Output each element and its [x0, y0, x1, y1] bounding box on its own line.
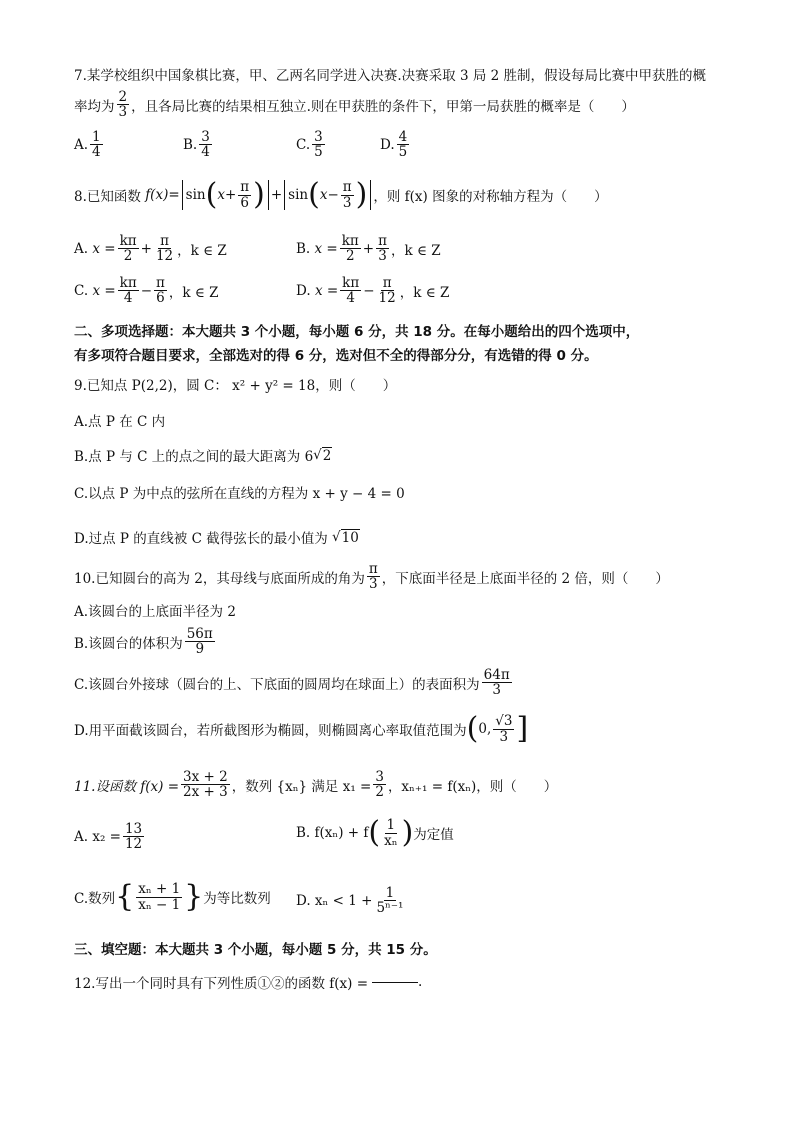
q10-option-c: C.该圆台外接球（圆台的上、下底面的圆周均在球面上）的表面积为 $\frac{64\pi}{3}$: [74, 667, 510, 699]
q9-option-b: B.点 P 与 C 上的点之间的最大距离为 6 √ 2: [74, 447, 332, 465]
q9-option-d: D.过点 P 的直线被 C 截得弦长的最小值为 √ 10: [74, 529, 359, 547]
q10-option-b: B.该圆台的体积为 $\frac{56\pi}{9}$: [74, 626, 213, 658]
q10-option-d: D.用平面截该圆台，若所截图形为椭圆，则椭圆离心率取值范围为 ( 0, $\frac{√3}{3}$ ]: [74, 711, 529, 746]
section2-heading-2: 有多项符合题目要求，全部选对的得 6 分，选对但不全的得部分分，有选错的得 0 分。: [74, 348, 598, 364]
q11-option-c: C.数列 { $\frac{\text{xₙ + 1}}{\text{xₙ − 1}}$ } 为等比数列: [74, 879, 271, 914]
q8-option-b: B. x = $\frac{k\pi}{2}$ + $\frac{\pi}{3}$ ，k ∈ Z: [296, 233, 441, 265]
q10-stem: 10.已知圆台的高为 2，其母线与底面所成的角为 $\frac{\pi}{3}$ ，下底面半径是上底面半径的 2 倍，则（ ）: [74, 561, 669, 593]
q7-option-b: B. $\frac{3}{4}$: [183, 129, 210, 161]
q9-stem: 9.已知点 P(2,2)，圆 C： x² + y² = 18，则（ ）: [74, 378, 397, 394]
q7-option-a: A. $\frac{1}{4}$: [74, 129, 101, 161]
q7-line2: 率均为 $\frac{2}{3}$ ，且各局比赛的结果相互独立.则在甲获胜的条件下，甲第一局获胜的概率是（ ）: [74, 89, 635, 121]
section2-heading-1: 二、多项选择题：本大题共 3 个小题，每小题 6 分，共 18 分。在每小题给出的四个选项中，: [74, 324, 640, 340]
q11-option-d: D. xₙ < 1 + $\frac{1}{\text{5ⁿ⁻¹}}$: [296, 885, 404, 917]
q7-line1: 7.某学校组织中国象棋比赛，甲、乙两名同学进入决赛.决赛采取 3 局 2 胜制，假设每局比赛中甲获胜的概: [74, 68, 707, 84]
q10-option-a: A.该圆台的上底面半径为 2: [74, 604, 236, 620]
q11-option-a: A. x₂ = $\frac{13}{12}$: [74, 821, 143, 853]
answer-blank[interactable]: [372, 982, 418, 983]
q8-abs-term-2: sin ( x− $\frac{\pi}{3}$ ): [284, 180, 371, 210]
section3-heading: 三、填空题：本大题共 3 个小题，每小题 5 分，共 15 分。: [74, 942, 437, 958]
q11-option-b: B. f(xₙ) + f ( $\frac{1}{\text{xₙ}}$ ) 为定值: [296, 815, 454, 850]
q7-prob-fraction: $\frac{2}{3}$: [118, 89, 128, 121]
q8-option-c: C. x = $\frac{k\pi}{4}$ − $\frac{\pi}{6}$ ，k ∈ Z: [74, 275, 219, 307]
q8-stem: 8.已知函数 f(x)= sin ( x+ $\frac{\pi}{6}$ ) + sin ( x− $\frac{\pi}{3}$ ) ，则 f(x) 图象的对称轴方程为（ ）: [74, 177, 608, 212]
q8-option-a: A. x = $\frac{k\pi}{2}$ + $\frac{\pi}{12}$ ，k ∈ Z: [74, 233, 227, 265]
q7-option-c: C. $\frac{3}{5}$: [296, 129, 323, 161]
q9-option-a: A.点 P 在 C 内: [74, 414, 166, 430]
q8-option-d: D. x = $\frac{k\pi}{4}$ − $\frac{\pi}{12}$ ，k ∈ Z: [296, 275, 450, 307]
q8-abs-term-1: sin ( x+ $\frac{\pi}{6}$ ): [182, 180, 269, 210]
q7-option-d: D. $\frac{4}{5}$: [380, 129, 408, 161]
q11-stem: 11.设函数 f(x) = $\frac{3x + 2}{2x + 3}$ ，数列 {xₙ} 满足 x₁ = $\frac{3}{2}$ ，xₙ₊₁ = f(xₙ)，则（ ）: [74, 769, 558, 801]
q12-stem: 12.写出一个同时具有下列性质①②的函数 f(x) = .: [74, 974, 423, 992]
q9-option-c: C.以点 P 为中点的弦所在直线的方程为 x + y − 4 = 0: [74, 486, 405, 502]
